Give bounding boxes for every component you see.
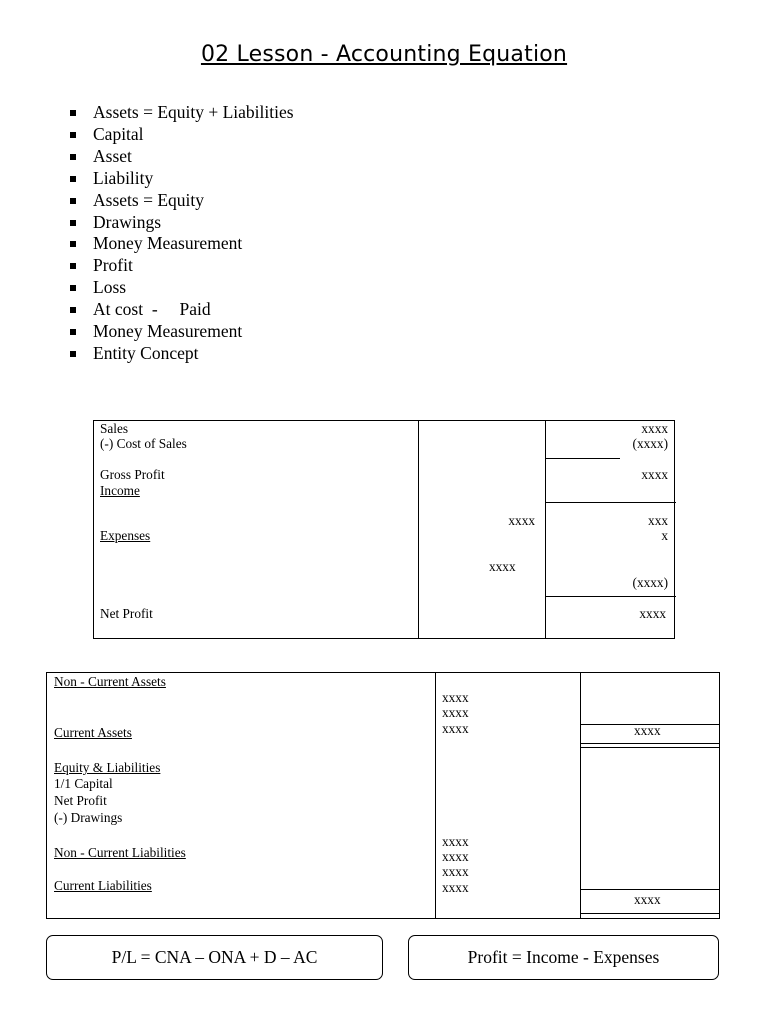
drawings-label: (-) Drawings — [54, 810, 123, 825]
total-rule — [581, 913, 719, 914]
expenses-total: (xxxx) — [632, 575, 668, 590]
subtotal-rule — [546, 502, 676, 503]
total-rule — [581, 747, 719, 748]
profit-loss-formula-box — [46, 935, 383, 980]
list-item: Assets = Equity + Liabilities — [70, 102, 294, 124]
page-title: 02 Lesson - Accounting Equation — [200, 42, 568, 67]
expenses-amount: xxxx — [489, 559, 516, 574]
liabilities-total: xxxx — [634, 892, 661, 907]
liability-amount: xxxx — [442, 880, 469, 895]
profit-formula-box — [408, 935, 719, 980]
subtotal-rule — [546, 596, 676, 597]
non-current-liabilities-label: Non - Current Liabilities — [54, 845, 186, 860]
list-item: Capital — [70, 124, 294, 146]
net-profit-label: Net Profit — [100, 606, 153, 621]
expenses-label: Expenses — [100, 528, 151, 543]
list-item: At cost - Paid — [70, 299, 294, 321]
income-total-a: xxx — [648, 513, 668, 528]
liability-amount: xxxx — [442, 849, 469, 864]
gross-profit-label: Gross Profit — [100, 467, 165, 482]
list-item: Drawings — [70, 212, 294, 234]
list-item: Money Measurement — [70, 321, 294, 343]
current-liabilities-label: Current Liabilities — [54, 878, 152, 893]
concept-list — [70, 102, 294, 365]
net-profit-label: Net Profit — [54, 793, 107, 808]
column-divider — [580, 673, 581, 918]
liability-amount: xxxx — [442, 864, 469, 879]
profit-formula: Profit = Income - Expenses — [467, 947, 660, 967]
gross-profit-amount: xxxx — [641, 467, 668, 482]
total-rule — [581, 743, 719, 744]
income-total-b: x — [661, 528, 668, 543]
list-item: Money Measurement — [70, 233, 294, 255]
capital-label: 1/1 Capital — [54, 776, 113, 791]
total-rule — [581, 889, 719, 890]
column-divider — [545, 421, 546, 638]
equity-liabilities-label: Equity & Liabilities — [54, 760, 161, 775]
cost-of-sales-label: (-) Cost of Sales — [100, 436, 187, 451]
income-amount: xxxx — [508, 513, 535, 528]
income-label: Income — [100, 483, 140, 498]
asset-amount: xxxx — [442, 690, 469, 705]
asset-amount: xxxx — [442, 705, 469, 720]
list-item: Profit — [70, 255, 294, 277]
list-item: Assets = Equity — [70, 190, 294, 212]
cost-of-sales-amount: (xxxx) — [632, 436, 668, 451]
sales-label: Sales — [100, 421, 129, 436]
column-divider — [418, 421, 419, 638]
list-item: Loss — [70, 277, 294, 299]
balance-sheet-table — [46, 672, 720, 919]
column-divider — [435, 673, 436, 918]
list-item: Asset — [70, 146, 294, 168]
assets-total: xxxx — [634, 723, 661, 738]
current-assets-label: Current Assets — [54, 725, 132, 740]
subtotal-rule — [546, 458, 620, 459]
list-item: Liability — [70, 168, 294, 190]
non-current-assets-label: Non - Current Assets — [54, 674, 166, 689]
net-profit-amount: xxxx — [639, 606, 666, 621]
list-item: Entity Concept — [70, 343, 294, 365]
profit-loss-formula: P/L = CNA – ONA + D – AC — [111, 947, 318, 967]
liability-amount: xxxx — [442, 834, 469, 849]
asset-amount: xxxx — [442, 721, 469, 736]
income-statement-table — [93, 420, 675, 639]
sales-amount: xxxx — [641, 421, 668, 436]
